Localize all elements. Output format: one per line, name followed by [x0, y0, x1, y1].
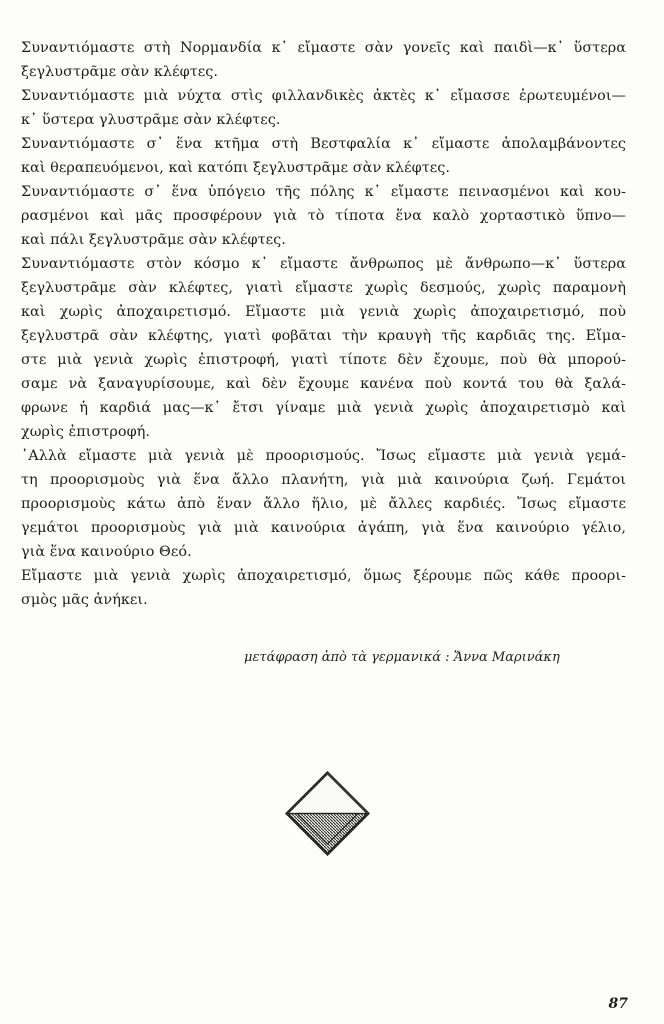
body-text	[21, 36, 626, 612]
text-line: καὶ χωρὶς ἀποχαιρετισμό. Εἴμαστε μιὰ γενιὰ χωρὶς ἀποχαιρετισμό, ποὺ	[21, 304, 626, 320]
text-line: γιὰ ἕνα καινούριο Θεό.	[21, 544, 192, 560]
text-line: καὶ θεραπευόμενοι, καὶ κατόπι ξεγλυστρᾶμε σὰν κλέφτες.	[21, 160, 450, 176]
text-line: ξεγλυστρᾶμε σὰν κλέφτες, γιατὶ εἴμαστε χωρὶς δεσμούς, χωρὶς παραμονὴ	[21, 280, 626, 296]
envelope-ornament-icon	[285, 771, 370, 856]
page-number: 87	[608, 996, 628, 1012]
translator-credit: μετάφραση ἀπὸ τὰ γερμανικά : Ἄννα Μαρινάκη	[244, 650, 560, 665]
text-line: σαμε νὰ ξαναγυρίσουμε, καὶ δὲν ἔχουμε κανένα ποὺ κοντά του θὰ ξαλά-	[21, 376, 626, 392]
text-line: τη προορισμοὺς γιὰ ἕνα ἄλλο πλανήτη, γιὰ μιὰ καινούρια ζωή. Γεμάτοι	[21, 472, 626, 488]
text-line: Συναντιόμαστε στὴ Νορμανδία κ᾽ εἴμαστε σὰν γονεῖς καὶ παιδὶ—κ᾽ ὕστερα	[21, 40, 626, 56]
text-line: σμὸς μᾶς ἀνήκει.	[21, 592, 148, 608]
text-line: γεμάτοι προορισμοὺς γιὰ μιὰ καινούρια ἀγάπη, γιὰ ἕνα καινούριο γέλιο,	[21, 520, 626, 536]
text-line: ᾽Αλλὰ εἴμαστε μιὰ γενιὰ μὲ προορισμούς. Ἴσως εἴμαστε μιὰ γενιὰ γεμά-	[21, 448, 626, 464]
text-line: καὶ πάλι ξεγλυστρᾶμε σὰν κλέφτες.	[21, 232, 286, 248]
text-line: χωρὶς ἐπιστροφή.	[21, 424, 150, 440]
text-line: Συναντιόμαστε μιὰ νύχτα στὶς φιλλανδικὲς ἀκτὲς κ᾽ εἴμασσε ἐρωτευμένοι—	[21, 88, 626, 104]
text-line: ξεγλυστρᾶ σὰν κλέφτης, γιατὶ φοβᾶται τὴν κραυγὴ τῆς καρδιᾶς της. Εἴμα-	[21, 328, 626, 344]
text-line: Συναντιόμαστε σ᾽ ἕνα ὑπόγειο τῆς πόλης κ᾽ εἴμαστε πεινασμένοι καὶ κου-	[21, 184, 626, 200]
text-line: στε μιὰ γενιὰ χωρὶς ἐπιστροφή, γιατὶ τίποτε δὲν ἔχουμε, ποὺ θὰ μπορού-	[21, 352, 626, 368]
text-line: προορισμοὺς κάτω ἀπὸ ἕναν ἄλλο ἥλιο, μὲ ἄλλες καρδιές. Ἴσως εἴμαστε	[21, 496, 626, 512]
text-line: Συναντιόμαστε σ᾽ ἕνα κτῆμα στὴ Βεστφαλία κ᾽ εἴμαστε ἀπολαμβάνοντες	[21, 136, 626, 152]
text-line: ξεγλυστρᾶμε σὰν κλέφτες.	[21, 64, 218, 80]
text-line: ρασμένοι καὶ μᾶς προσφέρουν γιὰ τὸ τίποτα ἕνα καλὸ χορταστικὸ ὕπνο—	[21, 208, 626, 224]
text-line: Εἴμαστε μιὰ γενιὰ χωρὶς ἀποχαιρετισμό, ὅμως ξέρουμε πῶς κάθε προορι-	[21, 568, 626, 584]
text-line: κ᾽ ὕστερα γλυστρᾶμε σὰν κλέφτες.	[21, 112, 281, 128]
text-line: φρωνε ἡ καρδιά μας—κ᾽ ἔτσι γίναμε μιὰ γενιὰ χωρὶς ἀποχαιρετισμὸ καὶ	[21, 400, 626, 416]
text-line: Συναντιόμαστε στὸν κόσμο κ᾽ εἴμαστε ἄνθρωπος μὲ ἄνθρωπο—κ᾽ ὕστερα	[21, 256, 626, 272]
